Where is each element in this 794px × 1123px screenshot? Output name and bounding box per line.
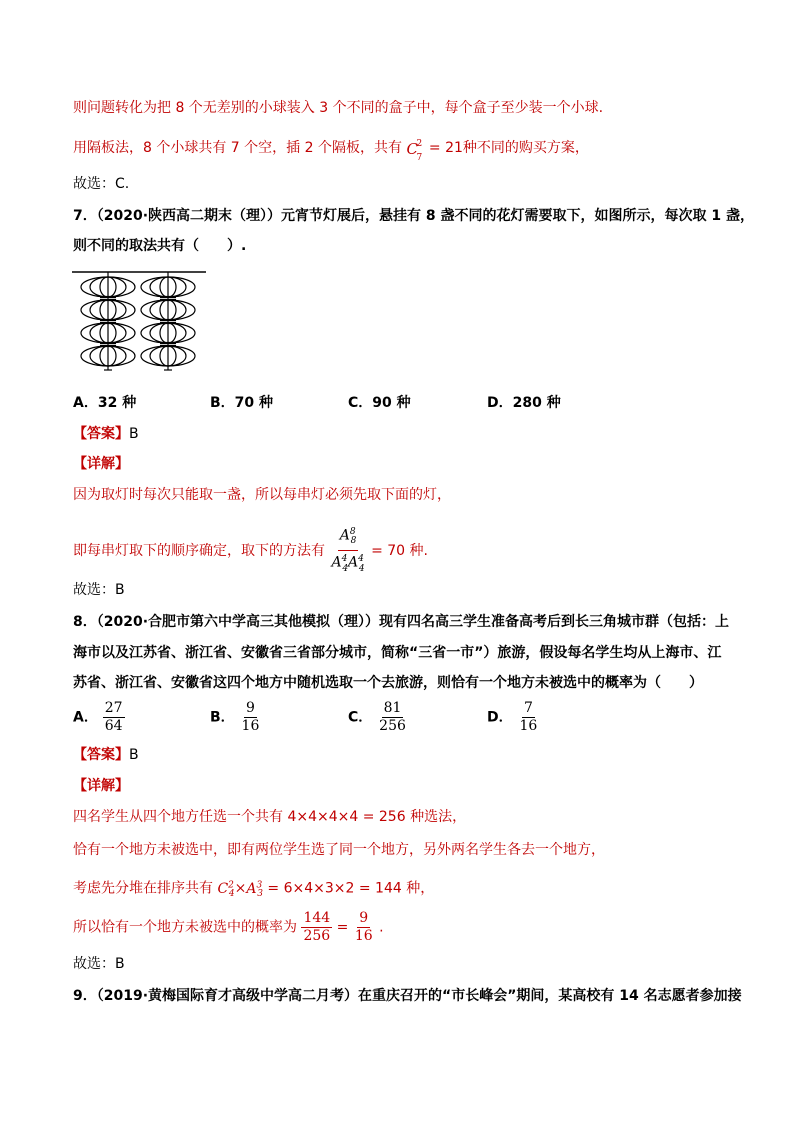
answer-line: [73, 424, 139, 444]
answer-value: B: [129, 747, 139, 763]
choice-line: 故选：C.: [73, 176, 130, 192]
solution-text: 用隔板法，8 个小球共有 7 个空，插 2 个隔板，共有: [73, 140, 402, 156]
detail-line: 因为取灯时每次只能取一盏，所以每串灯必须先取下面的灯，: [73, 487, 451, 503]
option-b: B．70 种: [210, 395, 274, 411]
option-a: A．32 种: [73, 395, 137, 411]
solution-line: [73, 138, 589, 163]
option-c: C．90 种: [348, 395, 411, 411]
question-stem: 8．（2020·合肥市第六中学高三其他模拟（理））现有四名高三学生准备高考后到长三角城市群（包括：上: [73, 614, 730, 630]
detail-line: 考虑先分堆在排序共有 $C^2_4\times A^3_3 = 6\times 4\times 3\times 2 = 144$ 种，: [73, 880, 435, 900]
option-d: D． $\frac{7}{16}$: [487, 700, 538, 734]
option-a: A． $\frac{27}{64}$: [73, 700, 123, 734]
question-stem: 7．（2020·陕西高二期末（理））元宵节灯展后，悬挂有 8 盏不同的花灯需要取下，如图所示，每次取 1 盏，: [73, 208, 755, 224]
answer-line: [73, 745, 139, 765]
question-stem: 则不同的取法共有（ ）.: [73, 238, 247, 254]
answer-tag: 【答案】: [73, 747, 129, 763]
detail-line: 所以恰有一个地方未被选中的概率为 $\frac{144}{256}$ = $\frac{9}{16}$ .: [73, 910, 384, 944]
detail-tag: 【详解】: [73, 778, 129, 794]
choice-line: 故选：B: [73, 582, 125, 598]
solution-line: 则问题转化为把 8 个无差别的小球装入 3 个不同的盒子中，每个盒子至少装一个小球.: [73, 100, 604, 116]
option-d: D．280 种: [487, 395, 561, 411]
answer-value: B: [129, 426, 139, 442]
detail-tag: 【详解】: [73, 456, 129, 472]
combination-symbol: C 2 7: [406, 139, 423, 163]
detail-line: 恰有一个地方未被选中，即有两位学生选了同一个地方，另外两名学生各去一个地方，: [73, 842, 605, 858]
solution-text: = 21种不同的购买方案，: [428, 140, 589, 156]
option-b: B． $\frac{9}{16}$: [210, 700, 260, 734]
question-stem: 9．（2019·黄梅国际育才高级中学高二月考）在重庆召开的“市长峰会”期间，某高校有 14 名志愿者参加接: [73, 988, 742, 1004]
question-stem: 苏省、浙江省、安徽省这四个地方中随机选取一个去旅游，则恰有一个地方未被选中的概率为（ ）: [73, 675, 703, 691]
answer-tag: 【答案】: [73, 426, 129, 442]
lantern-figure: [70, 266, 210, 378]
fraction-arrangement: $\frac{A^8_8}{A^4_4A^4_4}$: [329, 524, 366, 578]
detail-line: 四名学生从四个地方任选一个共有 4×4×4×4 = 256 种选法，: [73, 809, 467, 825]
question-stem: 海市以及江苏省、浙江省、安徽省三省部分城市，简称“三省一市”）旅游，假设每名学生均从上海市、江: [73, 645, 722, 661]
choice-line: 故选：B: [73, 956, 125, 972]
detail-line: 即每串灯取下的顺序确定，取下的方法有 $\frac{A^8_8}{A^4_4A^4_4}$ = 70 种.: [73, 524, 428, 578]
option-c: C． $\frac{81}{256}$: [348, 700, 406, 734]
